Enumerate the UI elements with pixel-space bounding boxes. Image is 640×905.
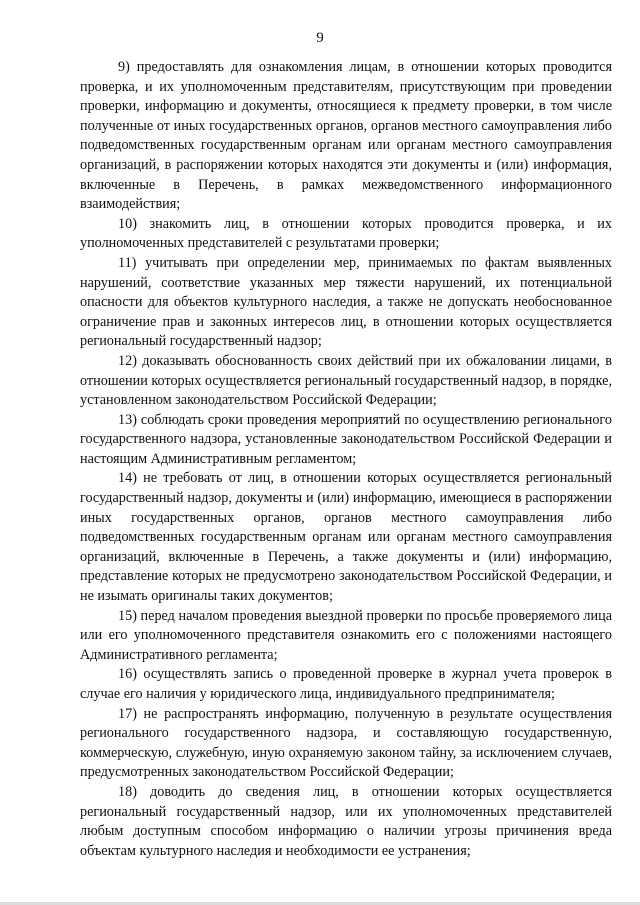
paragraph-item-13: 13) соблюдать сроки проведения мероприятий по осуществлению регионального государственного надзора, установленные законодательством Российской Федерации и настоящим Административным регламентом; xyxy=(80,411,612,467)
paragraph-item-16: 16) осуществлять запись о проведенной проверке в журнал учета проверок в случае его наличия у юридического лица, индивидуального предпринимателя; xyxy=(80,666,612,702)
document-body xyxy=(80,58,612,861)
paragraph-item-12: 12) доказывать обоснованность своих действий при их обжаловании лицами, в отношении которых осуществляется региональный государственный надзор, в порядке, установленном законодательством Российской Федерации; xyxy=(80,352,612,409)
paragraph-item-9: 9) предоставлять для ознакомления лицам, в отношении которых проводится проверка, и их уполномоченным представителям, присутствующим при проведении проверки, информацию и документы, относящиеся к предмету проверки, в том числе полученные от иных государственных органов, органов местного самоуправления либо подведомственных государственным органам или органам местного самоуправления организаций, в распоряжении которых находятся эти документы и (или) информация, включенные в Перечень, в рамках межведомственного информационного взаимодействия; xyxy=(80,59,612,213)
paragraph-item-14: 14) не требовать от лиц, в отношении которых осуществляется региональный государственный надзор, документы и (или) информацию, имеющиеся в распоряжении иных государственных органов, органов местного самоуправления либо подведомственных государственным органам или органам местного самоуправления организаций, включенные в Перечень, а также документы и (или) информацию, представление которых не предусмотрено законодательством Российской Федерации, и не изымать оригиналы таких документов; xyxy=(80,470,612,605)
paragraph-item-11: 11) учитывать при определении мер, принимаемых по фактам выявленных нарушений, соответствие указанных мер тяжести нарушений, их потенциальной опасности для объектов культурного наследия, а также не допускать необоснованное ограничение прав и законных интересов лиц, в отношении которых осуществляется региональный государственный надзор; xyxy=(80,254,612,350)
paragraph-item-18: 18) доводить до сведения лиц, в отношении которых осуществляется региональный государственный надзор, или их уполномоченных представителей любым доступным способом информацию о наличии угрозы причинения вреда объектам культурного наследия и необходимости ее устранения; xyxy=(80,783,612,859)
paragraph-item-17: 17) не распространять информацию, полученную в результате осуществления регионального государственного надзора, и составляющую государственную, коммерческую, служебную, иную охраняемую законом тайну, за исключением случаев, предусмотренных законодательством Российской Федерации; xyxy=(80,705,612,781)
page-number: 9 xyxy=(316,30,324,46)
paragraph-item-15: 15) перед началом проведения выездной проверки по просьбе проверяемого лица или его уполномоченного представителя ознакомить его с положениями настоящего Административного регламента; xyxy=(80,607,612,663)
paragraph-item-10: 10) знакомить лиц, в отношении которых проводится проверка, и их уполномоченных представителей с результатами проверки; xyxy=(80,215,612,252)
